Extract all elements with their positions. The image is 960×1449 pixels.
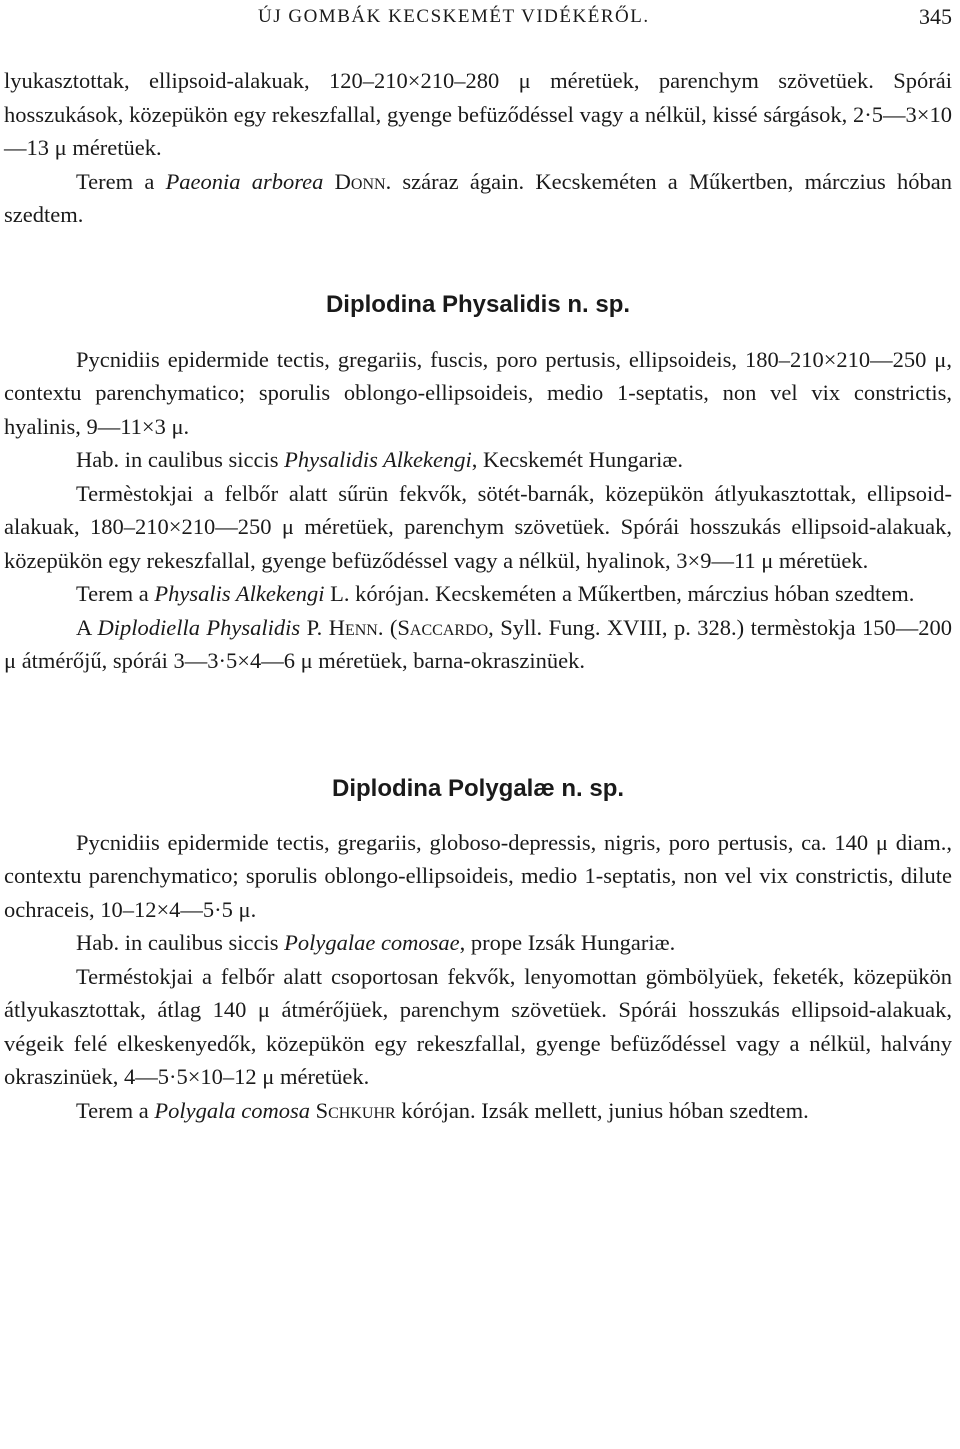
- hungarian-description: Terméstokjai a felbőr alatt csoportosan fekvők, lenyomottan gömbölyüek, feketék, közepükön átlyukasztottak, átlag 140 μ átmérőjüek, parenchym szövetüek. Spórái hosszukás ellipsoid-alakuak, végeik felé elkeskenyedők, közepükön egy rekeszfallal, gyenge befüződéssel vagy a nélkül, halvány okraszinüek, 4—5·5×10–12 μ méretüek.: [4, 963, 952, 1089]
- host-author: Donn.: [334, 168, 392, 194]
- host-name: Paeonia arborea: [165, 168, 324, 194]
- latin-diagnosis: Pycnidiis epidermide tectis, gregariis, fuscis, poro pertusis, ellipsoideis, 180–210×210—250 μ, contextu parenchymatico; sporulis oblongo-ellipsoideis, medio 1-septatis, non vel vix constrictis, hyalinis, 9—11×3 μ.: [4, 346, 952, 439]
- running-head-title: ÚJ GOMBÁK KECSKEMÉT VIDÉKÉRŐL.: [258, 6, 650, 27]
- habitat-suffix: L. kórójan. Kecskeméten a Műkertben, márczius hóban szedtem.: [324, 581, 915, 606]
- habitat-prefix: Terem a: [76, 168, 166, 194]
- note-taxon: Diplodiella Physalidis: [97, 614, 301, 640]
- species-heading-physalidis: Diplodina Physalidis n. sp.: [325, 290, 631, 318]
- hungarian-description: Termèstokjai a felbőr alatt sűrün fekvők, sötét-barnák, közepükön átlyukasztottak, ellipsoid-alakuak, 180–210×210—250 μ méretüek, parenchym szövetüek. Spórái hosszukás ellipsoid-alakuak, közepükön egy rekeszfallal, gyenge befüződéssel vagy a nélkül, hyalinok, 3×9—11 μ méretüek.: [4, 480, 952, 573]
- page-body: [4, 64, 952, 1127]
- latin-diagnosis: Pycnidiis epidermide tectis, gregariis, globoso-depressis, nigris, poro pertusis, ca. 140 μ diam., contextu parenchymatico; sporulis oblongo-ellipsoideis, medio 1-septatis, non vel vix constrictis, dilute ochraceis, 10–12×4—5·5 μ.: [4, 829, 952, 922]
- continuation-paragraph: lyukasztottak, ellipsoid-alakuak, 120–210×210–280 μ méretüek, parenchym szövetüek. Spórái hosszukások, közepükön egy rekeszfallal, gyenge befüződéssel vagy a nélkül, kissé sárgások, 2·5—3×10—13 μ méretüek.: [4, 68, 952, 160]
- note-author: P. Henn.: [306, 614, 384, 640]
- latin-habitat: [4, 443, 952, 477]
- page-number: 345: [919, 4, 952, 29]
- hungarian-habitat: [4, 577, 952, 611]
- habitat-prefix: Terem a: [76, 581, 155, 606]
- habitat-suffix: száraz ágain. Kecskeméten a Műkertben, márczius hóban szedtem.: [4, 168, 952, 227]
- species-heading-polygalae: Diplodina Polygalæ n. sp.: [331, 774, 625, 802]
- continuation-habitat: [4, 165, 952, 232]
- comparison-note: [4, 611, 952, 678]
- hab-prefix: Hab. in caulibus siccis: [76, 447, 285, 472]
- running-header: [0, 2, 960, 36]
- latin-habitat: [4, 926, 952, 960]
- note-suffix: , Syll. Fung. XVIII, p. 328.) termèstokja 150—200 μ átmérőjű, spórái 3—3·5×4—6 μ méretüek, barna-okraszinüek.: [4, 614, 953, 673]
- hab-suffix: , Kecskemét Hungariæ.: [471, 447, 683, 472]
- hungarian-habitat: [4, 1094, 952, 1128]
- hab-prefix: Hab. in caulibus siccis: [76, 930, 285, 955]
- habitat-host: Polygala comosa: [154, 1097, 310, 1123]
- habitat-author: Schkuhr: [315, 1097, 396, 1123]
- hab-host: Physalidis Alkekengi: [284, 447, 472, 472]
- note-prefix: A: [76, 614, 98, 640]
- habitat-suffix: kórójan. Izsák mellett, junius hóban szedtem.: [395, 1097, 809, 1123]
- note-mid: (: [383, 614, 398, 640]
- hab-host: Polygalae comosae: [284, 930, 460, 955]
- hab-suffix: , prope Izsák Hungariæ.: [459, 930, 676, 955]
- habitat-prefix: Terem a: [76, 1097, 155, 1123]
- note-reference-author: Saccardo: [397, 614, 489, 640]
- habitat-host: Physalis Alkekengi: [154, 581, 325, 606]
